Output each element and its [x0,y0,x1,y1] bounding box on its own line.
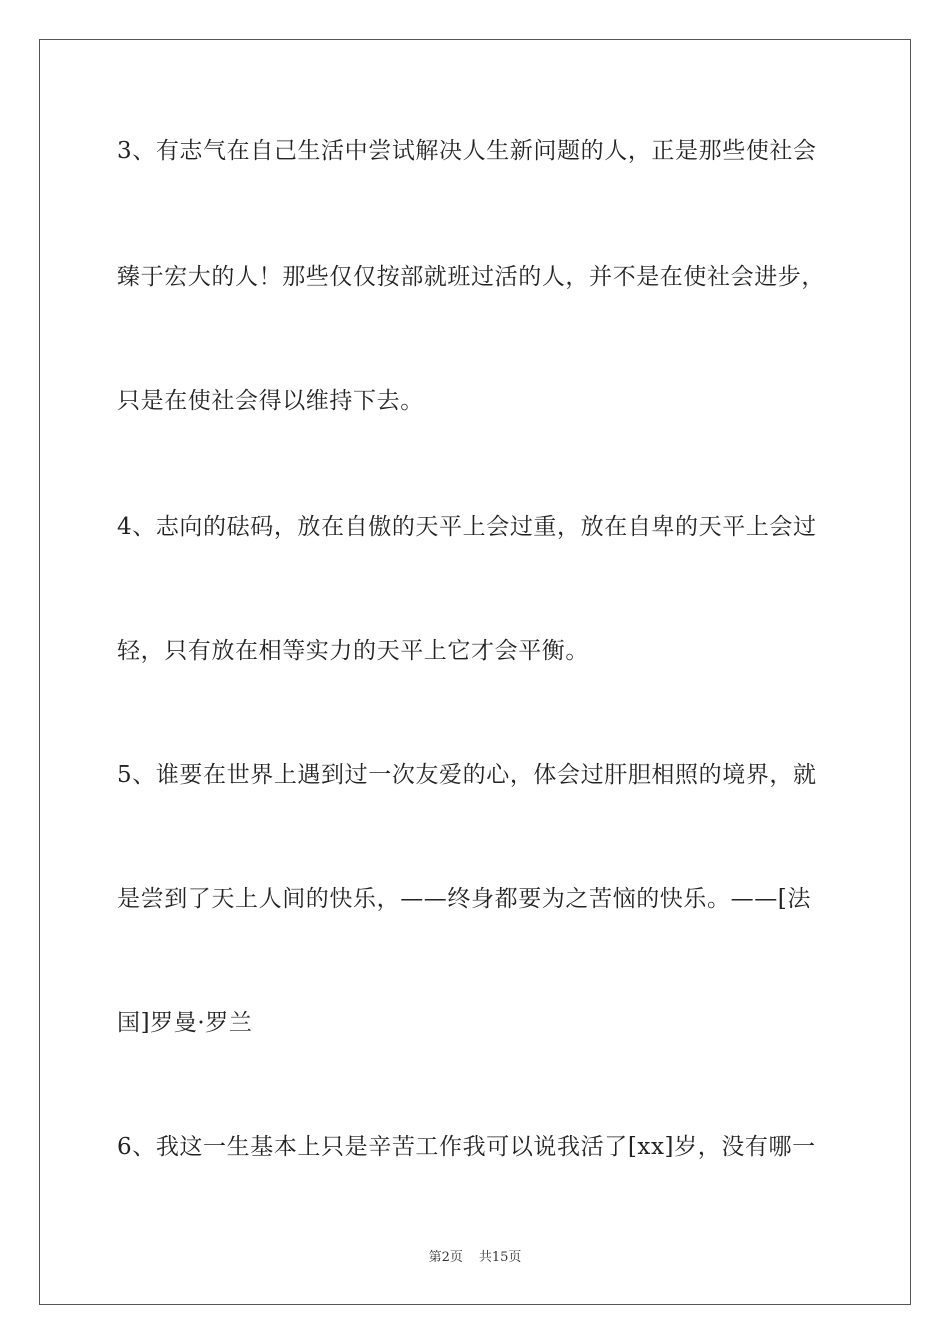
text-line: 4、志向的砝码，放在自傲的天平上会过重，放在自卑的天平上会过 [117,514,817,540]
text-line: 3、有志气在自己生活中尝试解决人生新问题的人，正是那些使社会 [117,138,817,164]
text-line: 6、我这一生基本上只是辛苦工作我可以说我活了[xx]岁，没有哪一 [117,1134,816,1160]
page-footer [0,1246,950,1265]
page-total: 共15页 [478,1250,522,1265]
page-number: 第2页 [428,1250,463,1265]
text-line: 只是在使社会得以维持下去。 [117,388,424,414]
text-line: 轻，只有放在相等实力的天平上它才会平衡。 [117,638,589,664]
text-line: 是尝到了天上人间的快乐，——终身都要为之苦恼的快乐。——[法 [117,886,811,912]
text-line: 国]罗曼·罗兰 [117,1010,253,1036]
page-border [39,39,911,1305]
text-line: 5、谁要在世界上遇到过一次友爱的心，体会过肝胆相照的境界，就 [117,762,817,788]
text-line: 臻于宏大的人！那些仅仅按部就班过活的人，并不是在使社会进步， [117,264,825,290]
